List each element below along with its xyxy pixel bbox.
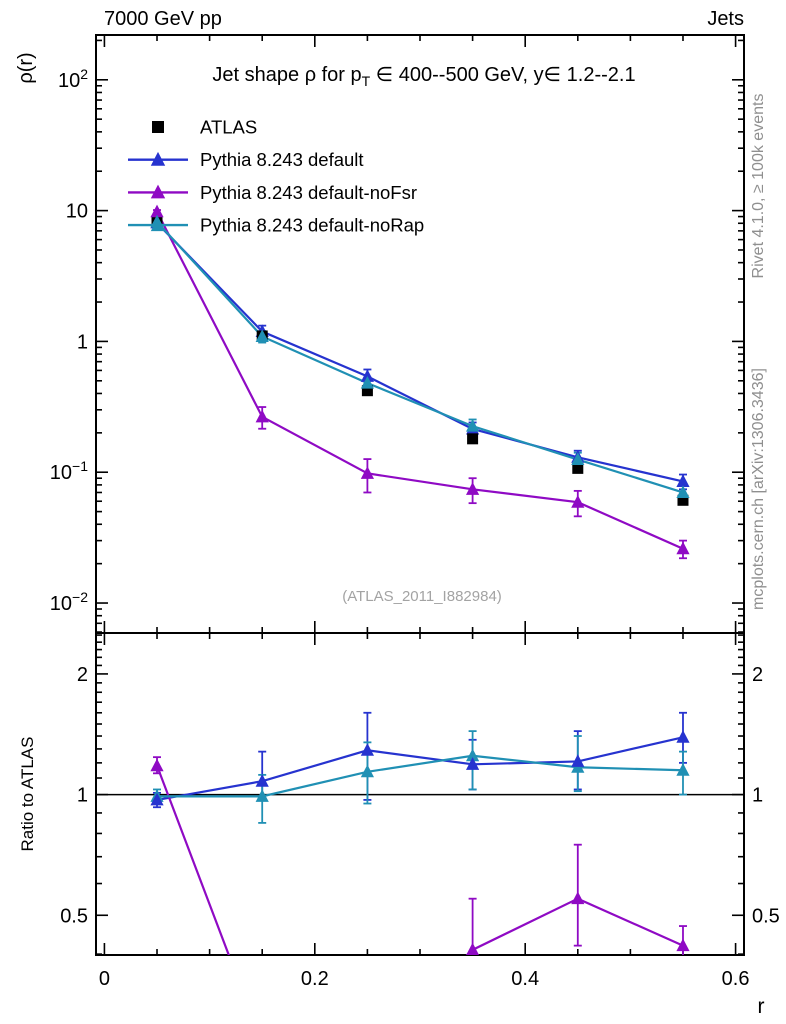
- process-label: Jets: [707, 8, 744, 30]
- legend-item-label: Pythia 8.243 default-noRap: [200, 214, 425, 236]
- ratio-tick-label-right: 1: [752, 784, 764, 807]
- legend-item-label: ATLAS: [200, 116, 258, 138]
- y-tick-label: $10^{-2}$: [49, 589, 88, 616]
- y-tick-label: 1: [76, 331, 88, 354]
- ratio-tick-label-left: 0.5: [60, 905, 88, 928]
- ratio-tick-label-left: 2: [76, 663, 88, 686]
- rivet-version-note: Rivet 4.1.0, ≥ 100k events: [750, 93, 767, 279]
- x-axis-label: r: [757, 995, 765, 1018]
- y-axis-label: ρ(r): [15, 52, 37, 84]
- beam-energy-label: 7000 GeV pp: [104, 8, 222, 30]
- ratio-axis-label: Ratio to ATLAS: [18, 736, 37, 852]
- legend-item-label: Pythia 8.243 default: [200, 149, 364, 171]
- mcplots-reference-note: mcplots.cern.ch [arXiv:1306.3436]: [750, 368, 767, 610]
- ratio-tick-label-right: 0.5: [752, 905, 780, 928]
- y-tick-label: $10^{-1}$: [49, 458, 88, 485]
- legend-item-label: Pythia 8.243 default-noFsr: [200, 181, 417, 203]
- ratio-tick-label-right: 2: [752, 663, 764, 686]
- x-tick-label: 0: [98, 968, 110, 990]
- x-tick-label: 0.2: [300, 968, 329, 990]
- ratio-tick-label-left: 1: [76, 784, 88, 807]
- y-tick-label: $10^2$: [57, 65, 88, 92]
- x-tick-label: 0.4: [511, 968, 540, 990]
- y-tick-label: 10: [65, 200, 88, 223]
- chart-title-text: Jet shape ρ for $p_T$ ∈ 400--500 GeV, y∈ 1.2--2.1: [212, 64, 636, 89]
- plot-title: [212, 64, 635, 89]
- x-tick-label: 0.6: [721, 968, 750, 990]
- analysis-watermark: (ATLAS_2011_I882984): [342, 588, 502, 605]
